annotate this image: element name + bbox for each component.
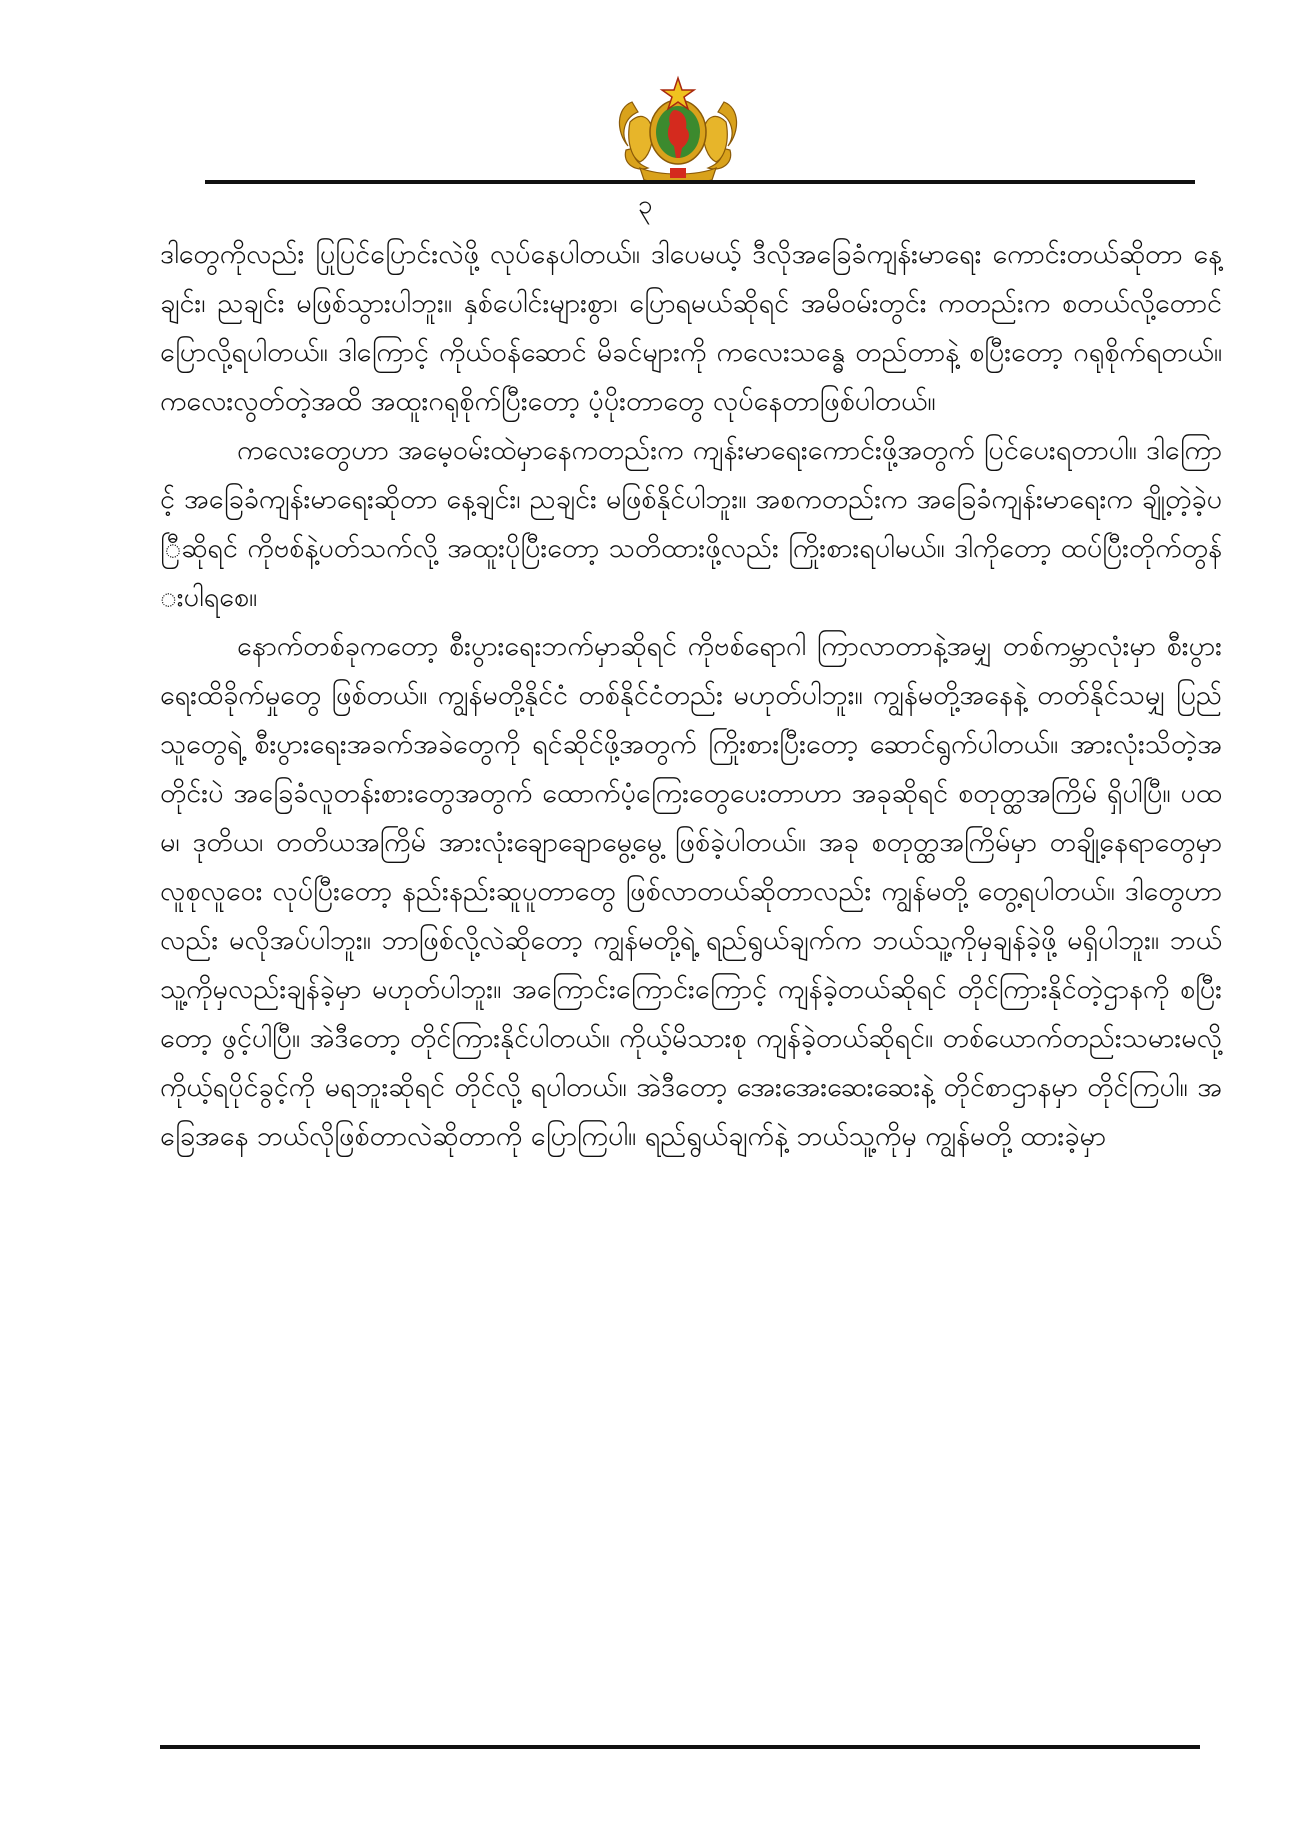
paragraph-3: နောက်တစ်ခုကတော့ စီးပွားရေးဘက်မှာဆိုရင် ကိုဗစ်ရောဂါ ကြာလာတာနဲ့အမျှ တစ်ကမ္ဘာလုံးမှာ စီးပွားရေးထိခိုက်မှုတွေ ဖြစ်တယ်။ ကျွန်မတို့နိုင်ငံ တစ်နိုင်ငံတည်း မဟုတ်ပါဘူး။ ကျွန်မတို့အနေနဲ့ တတ်နိုင်သမျှ ပြည်သူတွေရဲ့ စီးပွားရေးအခက်အခဲတွေကို ရင်ဆိုင်ဖို့အတွက် ကြိုးစားပြီးတော့ ဆောင်ရွက်ပါတယ်။ အားလုံးသိတဲ့အတိုင်းပဲ အခြေခံလူတန်းစားတွေအတွက် ထောက်ပံ့ကြေးတွေပေးတာဟာ အခုဆိုရင် စတုတ္ထအကြိမ် ရှိပါပြီ။ ပထမ၊ ဒုတိယ၊ တတိယအကြိမ် အားလုံးချောချောမွေ့မွေ့ ဖြစ်ခဲ့ပါတယ်။ အခု စတုတ္ထအကြိမ်မှာ တချို့နေရာတွေမှာ လူစုလူဝေး လုပ်ပြီးတော့ နည်းနည်းဆူပူတာတွေ ဖြစ်လာတယ်ဆိုတာလည်း ကျွန်မတို့ တွေ့ရပါတယ်။ ဒါတွေဟာလည်း မလိုအပ်ပါဘူး။ ဘာဖြစ်လို့လဲဆိုတော့ ကျွန်မတို့ရဲ့ ရည်ရွယ်ချက်က ဘယ်သူ့ကိုမှချန်ခဲ့ဖို့ မရှိပါဘူး။ ဘယ်သူ့ကိုမှလည်းချန်ခဲ့မှာ မဟုတ်ပါဘူး။ အကြောင်းကြောင်းကြောင့် ကျန်ခဲ့တယ်ဆိုရင် တိုင်ကြားနိုင်တဲ့ဌာနကို စပြီးတော့ ဖွင့်ပါပြီ။ အဲဒီတော့ တိုင်ကြားနိုင်ပါတယ်။ ကိုယ့်မိသားစု ကျန်ခဲ့တယ်ဆိုရင်။ တစ်ယောက်တည်းသမားမလို့ ကိုယ့်ရပိုင်ခွင့်ကို မရဘူးဆိုရင် တိုင်လို့ ရပါတယ်။ အဲဒီတော့ အေးအေးဆေးဆေးနဲ့ တိုင်စာဌာနမှာ တိုင်ကြပါ။ အခြေအနေ ဘယ်လိုဖြစ်တာလဲဆိုတာကို ပြောကြပါ။ ရည်ရွယ်ချက်နဲ့ ဘယ်သူ့ကိုမှ ကျွန်မတို့ ထားခဲ့မှာ [160, 631, 1222, 1152]
state-seal-icon [610, 72, 746, 184]
paragraph-1: ဒါတွေကိုလည်း ပြုပြင်ပြောင်းလဲဖို့ လုပ်နေပါတယ်။ ဒါပေမယ့် ဒီလိုအခြေခံကျန်းမာရေး ကောင်းတယ်ဆိုတာ နေ့ချင်း၊ ညချင်း မဖြစ်သွားပါဘူး။ နှစ်ပေါင်းများစွာ၊ ပြောရမယ်ဆိုရင် အမိဝမ်းတွင်း ကတည်းက စတယ်လို့တောင် ပြောလို့ရပါတယ်။ ဒါကြောင့် ကိုယ်ဝန်ဆောင် မိခင်များကို ကလေးသန္ဓေ တည်တာနဲ့ စပြီးတော့ ဂရုစိုက်ရတယ်။ ကလေးလွတ်တဲ့အထိ အထူးဂရုစိုက်ပြီးတော့ ပံ့ပိုးတာတွေ လုပ်နေတာဖြစ်ပါတယ်။ [160, 239, 1222, 417]
body-text [160, 230, 1222, 1161]
paragraph-2: ကလေးတွေဟာ အမေ့ဝမ်းထဲမှာနေကတည်းက ကျန်းမာရေးကောင်းဖို့အတွက် ပြင်ပေးရတာပါ။ ဒါကြောင့် အခြေခံကျန်းမာရေးဆိုတာ နေ့ချင်း၊ ညချင်း မဖြစ်နိုင်ပါဘူး။ အစကတည်းက အခြေခံကျန်းမာရေးက ချို့တဲ့ခဲ့ပြီဆိုရင် ကိုဗစ်နဲ့ပတ်သက်လို့ အထူးပိုပြီးတော့ သတိထားဖို့လည်း ကြိုးစားရပါမယ်။ ဒါကိုတော့ ထပ်ပြီးတိုက်တွန်းပါရစေ။ [160, 435, 1222, 613]
footer-rule [160, 1745, 1200, 1749]
header-rule [205, 180, 1195, 184]
page-number: ၃ [637, 190, 653, 220]
